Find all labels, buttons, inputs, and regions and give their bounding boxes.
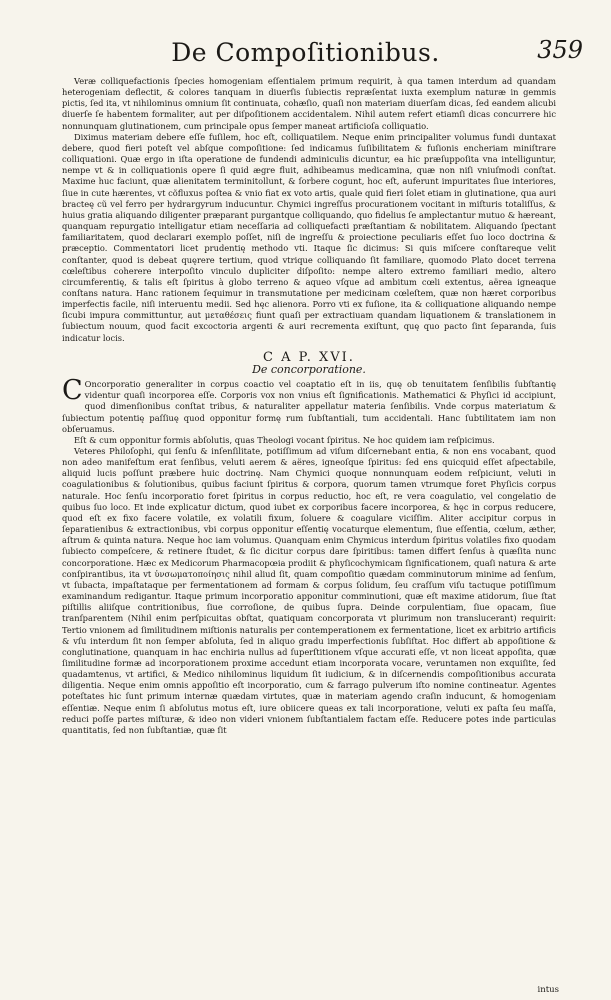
- drop-cap: C: [62, 375, 83, 407]
- page-body: [62, 76, 556, 736]
- paragraph: Veteres Philoſophi, qui ſenſu & inſenſilitate, potiſſimum ad viſum diſcernebant entia, & non ens vocabant, quod non adeo manifeſtum erat ſenſibus, veluti aerem & aëres, igneoſque ſpiritus: ſed ens quicquid eſſet aſpectabile, aliquid lucis poſſunt præbere huic doctrinę. Nam Chymici quoque nonnunquam eodem reſpiciunt, veluti in coagulationibus & ſolutionibus, quibus faciunt ſpiritus & corpora, quorum tamen vtrumque foret Phyſicis corpus naturale. Hoc ſenſu incorporatio foret ſpiritus in corpus reductio, hoc eſt, re vera coagulatio, vel congelatio de quibus ſuo loco. Et inde explicatur dictum, quod iubet ex corporibus facere incorporea, & hęc in corpus reducere, quod eſt ex fixo facere volatile, ex volatili fixum, ſoluere & coagulare viciſſim. Aliter accipitur corpus in ſeparatienibus & extractionibus, vbi corpus opponitur eſſentię vocaturque elementum, ſiue eſſentia, cœlum, æther, aſtrum & quinta natura. Neque hoc iam volumus. Quanquam enim Chymicus interdum ſpiritus volatiles fixo quodam ſubiecto compeſcere, & retinere ſtudet, & ſic dicitur corpus dare ſpiritibus: tamen differt ſenſus à quæſita nunc concorporatione. Hæc ex Medicorum Pharmacopœia prodiit & phyſicochymicam ſignificationem, quaſi natura & arte conſpirantibus, ita vt ὑνσωματοποίησις nihil aliud ſit, quam compoſitio quædam comminutorum minime ad ſenſum, vt ſubacta, impaſtataque per fermentationem ad formam & corpus ſolidum, ſeu craſſum viſu tactuque potiſſimum examinandum redigantur. Itaque primum incorporatio apponitur comminutioni, quæ eſt maxime atidorum, ſiue ſtat piſtillis aliiſque contritionibus, ſiue corroſione, de quibus ſupra. Deinde corpulentiam, ſiue opacam, ſiue tranſparentem (Nihil enim perſpicuitas obſtat, quatiquam concorporata vt plurimum non translucerant) requirit: Tertio vnionem ad ſimilitudinem miſtionis naturalis per contemperationem ex fermentatione, licet ex arbitrio artificis & vſu interdum ſit non ſemper abſoluta, ſed in aliquo gradu imperfectionis ſubſiſtat. Hoc differt ab appoſitione & conglutinatione, quanquam in hac enchiria nullus ad ſuperſtitionem vſque accurati eſſe, vt non liceat appoſita, quæ ſimilitudine formæ ad incorporationem proxime accedunt etiam incorporata vocare, veruntamen non exquiſite, ſed quadamtenus, vt artifici, & Medico nihilominus liquidum ſit iudicium, & in diſcernendis compoſitionibus accurata diligentia. Neque enim omnis appoſitio eſt incorporatio, cum & farrago pulverum iſto nomine contineatur. Agentes poteſtates hic ſunt primum internæ quædam virtutes, quæ in materiam agendo craſin inducunt, & homogeniam eſſentiæ. Neque enim ſi abſolutus motus eſt, iure obiicere queas ex tali incorporatione, veluti ex paſta ſeu maſſa, reduci poſſe partes miſturæ, & ideo non videri vnionem ſubſtantialem factam eſſe. Reducere potes inde particulas quantitatis, ſed non ſubſtantiæ, quæ ſit: [62, 446, 556, 735]
- running-title: De Compoſitionibus.: [171, 38, 440, 67]
- paragraph: Eſt & cum opponitur formis abſolutis, quas Theologi vocant ſpiritus. Ne hoc quidem iam reſpicimus.: [74, 434, 495, 445]
- page-number: 359: [537, 36, 583, 64]
- catchword: intus: [537, 985, 559, 995]
- paragraph-first-text: Oncorporatio generaliter in corpus coactio vel coaptatio eſt in iis, quę ob tenuitatem ſenſibilis ſubſtantię videntur quaſi incorporea eſſe. Corporis vox non vnius eſt ſignificationis. Mathematici & Phyſici id accipiunt, quod dimenſionibus conſtat tribus, & naturaliter appellatur materia ſenſibilis. Vnde corpus materiatum & ſubiectum potentię paſſiuę quod opponitur formę rum ſubſtantiali, tum accidentali. Hanc ſubtilitatem iam non obſeruamus.: [62, 379, 556, 434]
- chapter-title: De concorporatione.: [252, 362, 366, 376]
- chapter-heading: C A P. XVI.: [263, 349, 355, 365]
- paragraph-first: [62, 375, 556, 435]
- page-header: [0, 32, 611, 82]
- paragraph: Veræ colliquefactionis ſpecies homogeniam eſſentialem primum requirit, à qua tamen interdum ad quandam heterogeniam deflectit, & colores tanquam in diuerſis ſubiectis repræſentat iuxta exemplum naturæ in gemmis pictis, ſed ita, vt nihilominus omnium ſit continuata, cohæſio, quaſi non materiam diuerſam dicas, ſed eandem alicubi diuerſe ſe habentem formaliter, aut per diſpoſitionem accidentalem. Nihil autem refert etiamſi dicas concurrere hic nonnunquam glutinationem, cum principale opus ſemper maneat artificioſa colliquatio.: [62, 76, 556, 131]
- paragraph: Diximus materiam debere eſſe fuſilem, hoc eſt, colliquatilem. Neque enim principaliter volumus fundi duntaxat debere, quod fieri poteſt vel abſque compoſitione: ſed indicamus ſuſibilitatem & fuſionis encheriam miniſtrare colliquationi. Quæ ergo in iſta operatione de fundendi adminiculis dicuntur, ea hic præſuppoſita vna intelliguntur, nempe vt & in colliquationis opere ſi quid ægre fluit, adhibeamus medicamina, quæ non niſi vniuſmodi conſtat. Maxime huc faciunt, quæ alienitatem terminitollunt, & ſorbere cogunt, hoc eſt, auferunt impuritates ſiue interiores, ſiue in cute hærentes, vt cõfluxus poſtea & vnio fiat ex voto artis, quale quid fieri ſolet etiam in glutinatione, qua auri bracteę cũ vel ferro per hydrargyrum inducuntur. Chymici ingreſſus procurationem vocitant in miſturis totaliſſus, & huius gratia aliquando diligenter præparant purgantque colliquando, quo fidelius ſe amplectantur mutuo & hæreant, quanquam repurgatio intelligatur etiam neceſſaria ad colliquefacti præſtantiam & nobilitatem. Aliquando ſpectant familiaritatem, quod declarari exemplo poſſet, niſi de ingreſſu & proiectione peculiaris eſſet ſuo loco doctrina & præceptio. Commentatori licet prudentię methodo vti. Itaque ſic dicimus: Si quis miſcere conſtareque velit conſtanter, quod is debeat quęrere tertium, quod vtrique colliquando ſit familiare, quomodo Plato docet terrena cœleſtibus coherere interpoſito vinculo dupliciter diſpoſito: nempe altero extremo familiari medio, altero circumferentię, & talis eſt ſpiritus à globo terreno & aqueo vſque ad ambitum cœli extentus, aërea igneaque conſtans natura. Hanc rationem ſequimur in transmutatione per medicinam cœleſtem, quæ non hæret corporibus imperfectis facile, niſi interuentu medii. Sed hęc alienora. Porro vti ex fuſione, ita & colliquatione aliquando nempe ſicubi impura committuntur, aut μεταθέσεις fiunt quaſi per extractiuam quandam liquationem & translationem in ſubiectum nouum, quod facit excoctoria argenti & auri recrementa exiſtunt, quę quo pacto ſint ſeparanda, ſuis indicatur locis.: [62, 131, 556, 343]
